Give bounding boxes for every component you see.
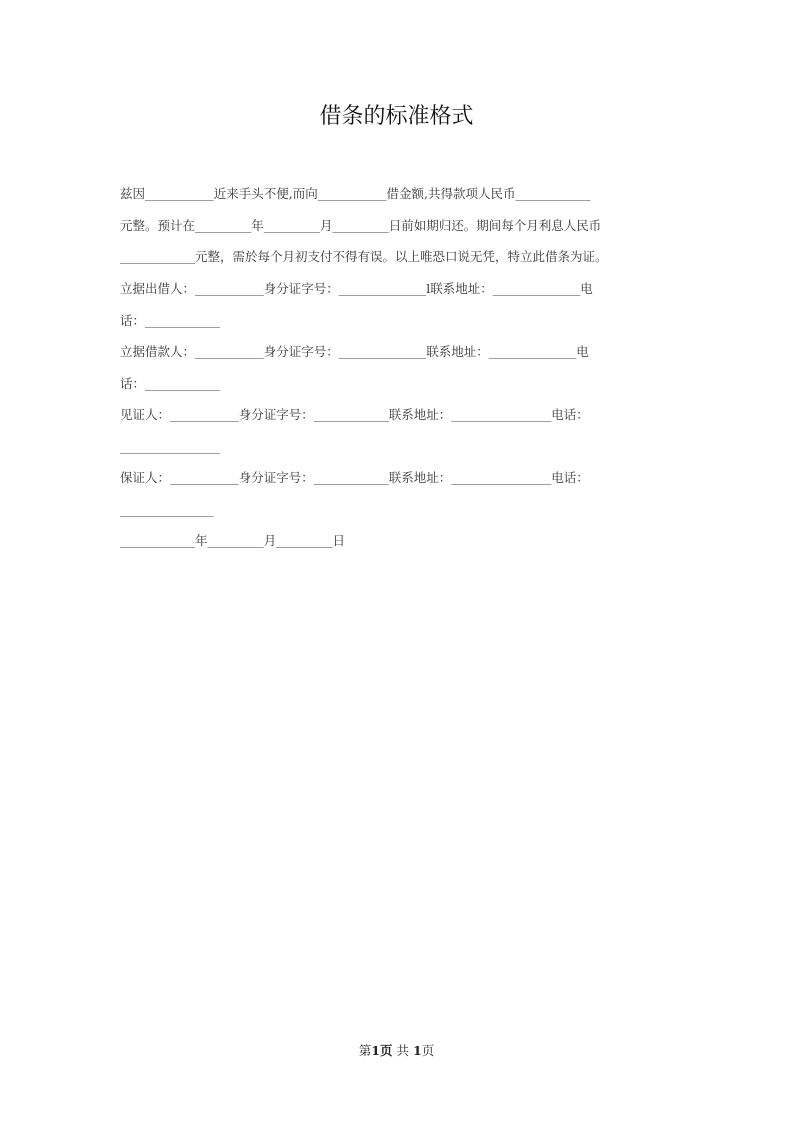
- borrower-phone-line: 话：____________: [120, 376, 221, 391]
- footer-page-unit: 页: [380, 1043, 393, 1058]
- borrower-line: 立据借款人：___________身分证字号：______________联系地址：______________电: [120, 344, 589, 359]
- footer-page-number: 1: [371, 1043, 380, 1058]
- date-line: ____________年_________月_________日: [120, 533, 346, 548]
- witness-phone-line: ________________: [120, 439, 220, 454]
- body-line-1: 兹因___________近来手头不便,而向___________借金额,共得款项人民币____________: [120, 186, 591, 201]
- footer-total-unit: 页: [421, 1043, 435, 1058]
- footer-prefix: 第: [358, 1043, 372, 1058]
- witness-line: 见证人：___________身分证字号：____________联系地址：________________电话：: [120, 407, 589, 422]
- guarantor-phone-line: _______________: [120, 502, 214, 517]
- guarantor-line: 保证人：___________身分证字号：____________联系地址：________________电话：: [120, 470, 589, 485]
- page-footer: [0, 1041, 793, 1061]
- body-line-3: ____________元整，需於每个月初支付不得有误。以上唯恐口说无凭，特立此借条为证。: [120, 249, 608, 264]
- footer-middle: 共: [396, 1043, 410, 1058]
- lender-line: 立据出借人：___________身分证字号：______________l联系地址：______________电: [120, 281, 593, 296]
- footer-total-number: 1: [413, 1043, 422, 1058]
- document-title: 借条的标准格式: [319, 104, 474, 129]
- body-line-2: 元整。预计在_________年_________月_________日前如期归还。期间每个月利息人民币: [120, 218, 602, 233]
- lender-phone-line: 话：____________: [120, 313, 221, 328]
